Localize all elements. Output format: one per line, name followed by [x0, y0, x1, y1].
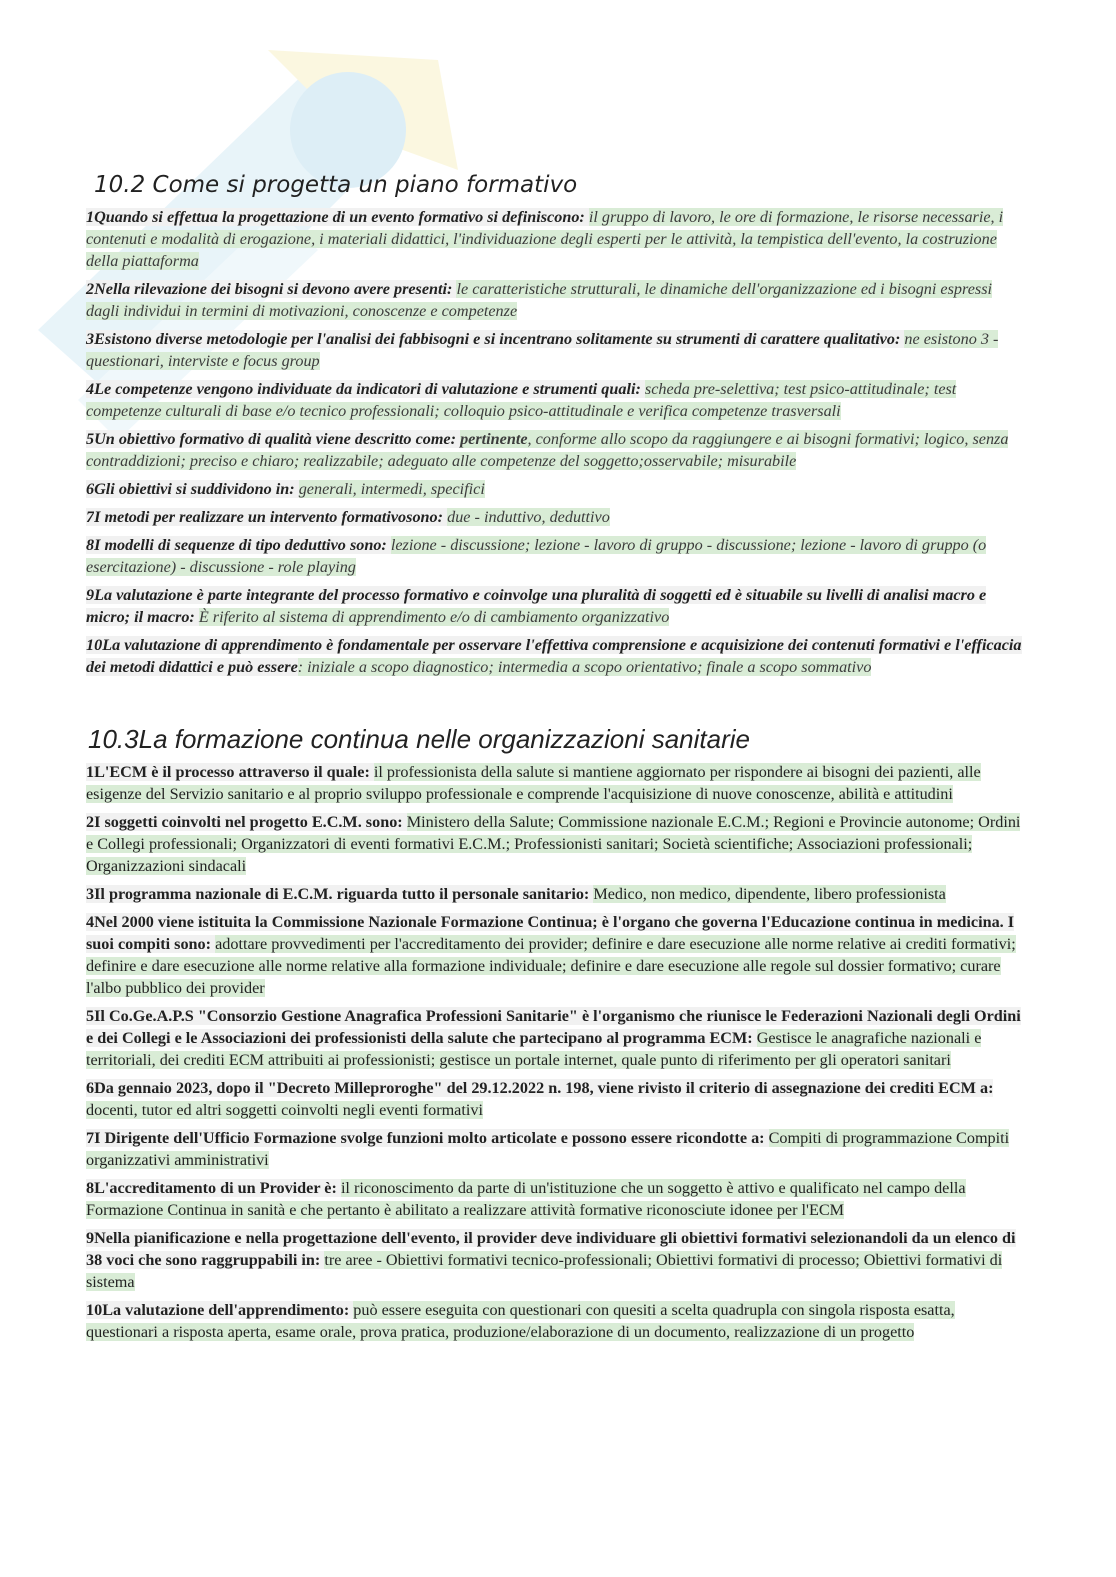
answer-text: scheda pre-selettiva; test psico-attitudinale; test competenze culturali di base e/o tecnico professionali; colloquio psico-attitudinale e verifica competenze trasversali — [86, 380, 957, 420]
answer-text: tre aree - Obiettivi formativi tecnico-professionali; Obiettivi formativi di processo; Obiettivi formativi di sistema — [86, 1251, 1003, 1291]
item-number: 8 — [86, 536, 95, 554]
qa-item — [86, 278, 1026, 322]
qa-item — [86, 478, 1026, 500]
question-text: La valutazione di apprendimento è fondamentale per osservare l'effettiva comprensione e acquisizione dei contenuti formativi e l'efficacia dei metodi didattici e può essere — [86, 636, 1022, 676]
question-text: Esistono diverse metodologie per l'analisi dei fabbisogni e si incentrano solitamente su strumenti di carattere qualitativo: — [94, 330, 905, 348]
question-text: Da gennaio 2023, dopo il "Decreto Milleproroghe" del 29.12.2022 n. 198, viene rivisto il criterio di assegnazione dei crediti ECM a: — [94, 1079, 994, 1097]
qa-item — [86, 428, 1026, 472]
section-title-10-2: 10.2 Come si progetta un piano formativo — [94, 172, 578, 198]
qa-item — [86, 206, 1026, 272]
qa-item — [86, 761, 1026, 805]
qa-item — [86, 1005, 1026, 1071]
answer-text: , conforme allo scopo da raggiungere e ai bisogni formativi; logico, senza contraddizioni; preciso e chiaro; realizzabile; adeguato alle competenze del soggetto;osservabile; misurabile — [86, 430, 1009, 470]
qa-item — [86, 506, 1026, 528]
item-number: 3 — [86, 330, 95, 348]
answer-text: : iniziale a scopo diagnostico; intermedia a scopo orientativo; finale a scopo sommativo — [297, 658, 872, 676]
qa-item — [86, 1299, 1026, 1343]
item-number: 5 — [86, 1007, 95, 1025]
question-text: L'ECM è il processo attraverso il quale: — [94, 763, 374, 781]
question-text: Nel 2000 viene istituita la Commissione Nazionale Formazione Continua; è l'organo che governa l'Educazione continua in medicina. I suoi compiti sono: — [86, 913, 1015, 953]
item-number: 2 — [86, 813, 95, 831]
answer-text: docenti, tutor ed altri soggetti coinvolti negli eventi formativi — [86, 1101, 483, 1119]
answer-highlight: pertinente — [460, 430, 528, 448]
item-number: 3 — [86, 885, 95, 903]
question-text: I Dirigente dell'Ufficio Formazione svolge funzioni molto articolate e possono essere ricondotte a: — [94, 1129, 769, 1147]
question-text: Il programma nazionale di E.C.M. riguarda tutto il personale sanitario: — [94, 885, 594, 903]
question-text: I metodi per realizzare un intervento formativosono: — [94, 508, 448, 526]
item-number: 6 — [86, 480, 95, 498]
item-number: 8 — [86, 1179, 95, 1197]
section-10-2-list — [86, 206, 1026, 678]
qa-item — [86, 328, 1026, 372]
qa-item — [86, 1127, 1026, 1171]
question-text: La valutazione è parte integrante del processo formativo e coinvolge una pluralità di soggetti ed è situabile su livelli di analisi macro e micro; il macro: — [86, 586, 987, 626]
item-number: 6 — [86, 1079, 95, 1097]
item-number: 1 — [86, 208, 95, 226]
item-number: 1 — [86, 763, 95, 781]
question-text: Le competenze vengono individuate da indicatori di valutazione e strumenti quali: — [94, 380, 645, 398]
answer-text: può essere eseguita con questionari con quesiti a scelta quadrupla con singola risposta esatta, questionari a risposta aperta, esame orale, prova pratica, produzione/elaborazione di un documento, realizzazione di un progetto — [86, 1301, 955, 1341]
section-10-3-list — [86, 761, 1026, 1343]
answer-text: il gruppo di lavoro, le ore di formazione, le risorse necessarie, i contenuti e modalità di erogazione, i materiali didattici, l'individuazione degli esperti per le attività, la tempistica dell'evento, la costruzione della piattaforma — [86, 208, 1004, 270]
qa-item — [86, 634, 1026, 678]
answer-text: le caratteristiche strutturali, le dinamiche dell'organizzazione ed i bisogni espressi dagli individui in termini di motivazioni, conoscenze e competenze — [86, 280, 992, 320]
answer-text: ne esistono 3 - questionari, interviste e focus group — [86, 330, 999, 370]
qa-item — [86, 811, 1026, 877]
qa-item — [86, 1227, 1026, 1293]
item-number: 7 — [86, 508, 95, 526]
answer-text: Medico, non medico, dipendente, libero professionista — [593, 885, 946, 903]
answer-text: Ministero della Salute; Commissione nazionale E.C.M.; Regioni e Provincie autonome; Ordini e Collegi professionali; Organizzatori di eventi formativi E.C.M.; Professionisti sanitari; Società scientifiche; Associazioni professionali; Organizzazioni sindacali — [86, 813, 1021, 875]
item-number: 9 — [86, 1229, 95, 1247]
section-title-10-3: 10.3La formazione continua nelle organizzazioni sanitarie — [88, 724, 750, 754]
question-text: La valutazione dell'apprendimento: — [102, 1301, 354, 1319]
answer-text: Gestisce le anagrafiche nazionali e territoriali, dei crediti ECM attribuiti ai professionisti; gestisce un portale internet, quale punto di riferimento per gli operatori sanitari — [86, 1029, 982, 1069]
question-text: I soggetti coinvolti nel progetto E.C.M. sono: — [94, 813, 407, 831]
qa-item — [86, 584, 1026, 628]
document-page — [86, 172, 1026, 1349]
qa-item — [86, 378, 1026, 422]
question-text: Un obiettivo formativo di qualità viene descritto come: — [94, 430, 461, 448]
item-number: 4 — [86, 380, 95, 398]
question-text: Il Co.Ge.A.P.S "Consorzio Gestione Anagrafica Professioni Sanitarie" è l'organismo che riunisce le Federazioni Nazionali degli Ordini e dei Collegi e le Associazioni dei professionisti della salute che partecipano al programma ECM: — [86, 1007, 1021, 1047]
answer-text: due - induttivo, deduttivo — [447, 508, 610, 526]
answer-text: adottare provvedimenti per l'accreditamento dei provider; definire e dare esecuzione alle norme relative ai crediti formativi; definire e dare esecuzione alle norme relative alla formazione individuale; definire e dare esecuzione alle regole sul dossier formativo; curare l'albo pubblico dei provider — [86, 935, 1016, 997]
item-number: 9 — [86, 586, 95, 604]
qa-item — [86, 883, 1026, 905]
answer-text: Compiti di programmazione Compiti organizzativi amministrativi — [86, 1129, 1010, 1169]
item-number: 2 — [86, 280, 95, 298]
item-number: 4 — [86, 913, 95, 931]
item-number: 5 — [86, 430, 95, 448]
answer-text: È riferito al sistema di apprendimento e/o di cambiamento organizzativo — [198, 608, 670, 626]
answer-text: generali, intermedi, specifici — [298, 480, 485, 498]
question-text: Quando si effettua la progettazione di un evento formativo si definiscono: — [94, 208, 589, 226]
question-text: I modelli di sequenze di tipo deduttivo sono: — [94, 536, 391, 554]
question-text: Nella rilevazione dei bisogni si devono avere presenti: — [94, 280, 457, 298]
qa-item — [86, 1077, 1026, 1121]
question-text: L'accreditamento di un Provider è: — [94, 1179, 341, 1197]
qa-item — [86, 534, 1026, 578]
answer-text: lezione - discussione; lezione - lavoro di gruppo - discussione; lezione - lavoro di gruppo (o esercitazione) - discussione - role playing — [86, 536, 987, 576]
item-number: 10 — [86, 636, 103, 654]
answer-text: il riconoscimento da parte di un'istituzione che un soggetto è attivo e qualificato nel campo della Formazione Continua in sanità e che pertanto è abilitato a realizzare attività formative riconosciute idonee per l'ECM — [86, 1179, 966, 1219]
qa-item — [86, 1177, 1026, 1221]
answer-text: il professionista della salute si mantiene aggiornato per rispondere ai bisogni dei pazienti, alle esigenze del Servizio sanitario e al proprio sviluppo professionale e comprende l'acquisizione di nuove conoscenze, abilità e attitudini — [86, 763, 981, 803]
item-number: 10 — [86, 1301, 103, 1319]
question-text: Gli obiettivi si suddividono in: — [94, 480, 299, 498]
question-text: Nella pianificazione e nella progettazione dell'evento, il provider deve individuare gli obiettivi formativi selezionandoli da un elenco di 38 voci che sono raggruppabili in: — [86, 1229, 1016, 1269]
item-number: 7 — [86, 1129, 95, 1147]
qa-item — [86, 911, 1026, 999]
